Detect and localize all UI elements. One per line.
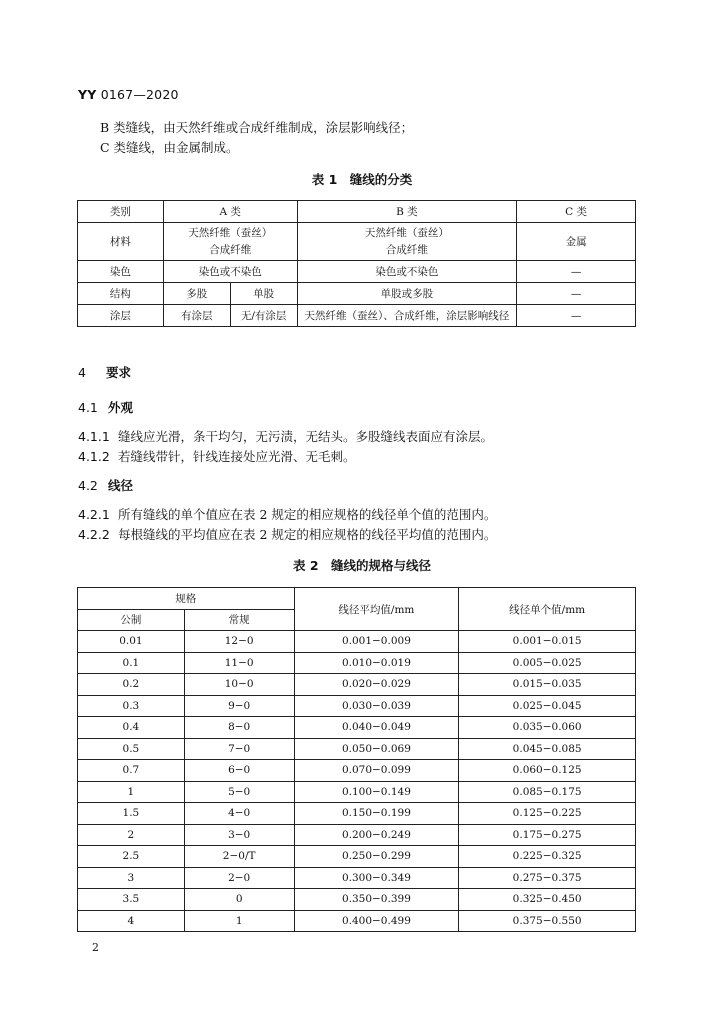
row-label: 染色 — [78, 261, 164, 283]
table-row — [78, 889, 636, 911]
table-cell: 0.300−0.349 — [294, 867, 459, 889]
table-cell: 0.050−0.069 — [294, 738, 459, 760]
header-cell: 线径平均值/mm — [294, 588, 459, 631]
header-cell: A 类 — [163, 201, 297, 223]
table-cell: 0.225−0.325 — [459, 846, 636, 868]
section-4-2-heading — [78, 476, 133, 494]
table-cell: 0.085−0.175 — [459, 781, 636, 803]
intro-line-c: C 类缝线，由金属制成。 — [100, 140, 239, 155]
table-cell: 0.005−0.025 — [459, 652, 636, 674]
table-cell: 8−0 — [184, 717, 294, 739]
table-cell: 0.400−0.499 — [294, 910, 459, 932]
table-cell: 0.040−0.049 — [294, 717, 459, 739]
table-cell: 0.125−0.225 — [459, 803, 636, 825]
table-cell: 3−0 — [184, 824, 294, 846]
clause-number: 4.1.1 — [78, 429, 110, 444]
table-row — [78, 781, 636, 803]
table-cell: 3.5 — [78, 889, 185, 911]
table-cell: 单股或多股 — [297, 283, 517, 305]
table-cell: 0.030−0.039 — [294, 695, 459, 717]
section-4-1-heading — [78, 398, 133, 416]
table-row — [78, 674, 636, 696]
header-cell: 常规 — [184, 609, 294, 631]
table-cell: 0 — [184, 889, 294, 911]
clause-4-2-1 — [78, 505, 496, 523]
table-cell: 12−0 — [184, 631, 294, 653]
table1-caption: 表 1 缝线的分类 — [311, 172, 413, 187]
diameter-table-body — [78, 631, 636, 932]
table-cell: 0.01 — [78, 631, 185, 653]
clause-4-1-2 — [78, 447, 356, 465]
table2-caption: 表 2 缝线的规格与线径 — [292, 558, 432, 573]
standard-prefix: YY — [78, 87, 97, 102]
clause-number: 4.2.1 — [78, 507, 110, 522]
table-cell: — — [517, 261, 636, 283]
table-cell: 0.001−0.015 — [459, 631, 636, 653]
table-row — [78, 867, 636, 889]
diameter-table — [77, 587, 636, 932]
clause-4-1-1 — [78, 427, 493, 445]
table-row — [78, 305, 636, 327]
section-title: 外观 — [108, 400, 134, 415]
clause-text: 缝线应光滑，条干均匀，无污渍，无结头。多股缝线表面应有涂层。 — [118, 429, 494, 444]
table-row — [78, 631, 636, 653]
clause-text: 所有缝线的单个值应在表 2 规定的相应规格的线径单个值的范围内。 — [118, 507, 497, 522]
table-cell: 0.3 — [78, 695, 185, 717]
cell-line: 天然纤维（蚕丝） — [188, 226, 273, 239]
header-cell: 线径单个值/mm — [459, 588, 636, 631]
clause-number: 4.2.2 — [78, 527, 110, 542]
table-row — [78, 910, 636, 932]
table-row — [78, 652, 636, 674]
standard-number: 0167—2020 — [100, 87, 179, 102]
table-cell: 天然纤维（蚕丝）、合成纤维，涂层影响线径 — [297, 305, 517, 327]
table-cell: — — [517, 283, 636, 305]
table-cell: 0.2 — [78, 674, 185, 696]
table-row — [78, 760, 636, 782]
table-cell: 0.100−0.149 — [294, 781, 459, 803]
header-cell: C 类 — [517, 201, 636, 223]
table-row — [78, 588, 636, 610]
table-cell: 2−0 — [184, 867, 294, 889]
table-row — [78, 824, 636, 846]
table-cell: 10−0 — [184, 674, 294, 696]
table-cell: 2−0/T — [184, 846, 294, 868]
section-number: 4.2 — [78, 478, 98, 493]
table-cell: 4 — [78, 910, 185, 932]
table-row — [78, 223, 636, 261]
table-row — [78, 717, 636, 739]
table-cell: 0.150−0.199 — [294, 803, 459, 825]
classification-table — [77, 200, 636, 327]
table-cell: — — [517, 305, 636, 327]
section-title: 要求 — [106, 365, 132, 380]
table-cell: 0.375−0.550 — [459, 910, 636, 932]
table-cell: 0.1 — [78, 652, 185, 674]
table-cell: 无/有涂层 — [230, 305, 297, 327]
table-cell: 2.5 — [78, 846, 185, 868]
table-row — [78, 261, 636, 283]
clause-text: 每根缝线的平均值应在表 2 规定的相应规格的线径平均值的范围内。 — [118, 527, 497, 542]
clause-4-2-2 — [78, 525, 496, 543]
table-cell: 0.001−0.009 — [294, 631, 459, 653]
table-cell: 0.275−0.375 — [459, 867, 636, 889]
cell-line: 天然纤维（蚕丝） — [364, 226, 449, 239]
table-cell: 0.020−0.029 — [294, 674, 459, 696]
table-cell: 0.010−0.019 — [294, 652, 459, 674]
table-cell: 0.070−0.099 — [294, 760, 459, 782]
table-cell: 0.325−0.450 — [459, 889, 636, 911]
table-cell: 1 — [78, 781, 185, 803]
table-cell: 0.015−0.035 — [459, 674, 636, 696]
section-4-heading — [78, 363, 131, 381]
table-cell: 多股 — [163, 283, 230, 305]
table-row — [78, 283, 636, 305]
table-row — [78, 201, 636, 223]
clause-text: 若缝线带针，针线连接处应光滑、无毛刺。 — [118, 449, 356, 464]
table-cell: 0.025−0.045 — [459, 695, 636, 717]
table-cell: 1 — [184, 910, 294, 932]
header-cell: 类别 — [78, 201, 164, 223]
standard-header — [78, 87, 179, 102]
section-title: 线径 — [108, 478, 134, 493]
table-cell: 0.045−0.085 — [459, 738, 636, 760]
cell-line: 合成纤维 — [209, 243, 252, 256]
table-cell: 9−0 — [184, 695, 294, 717]
table-cell: 4−0 — [184, 803, 294, 825]
table-cell: 0.250−0.299 — [294, 846, 459, 868]
table-row — [78, 803, 636, 825]
table-cell: 0.7 — [78, 760, 185, 782]
table-row — [78, 738, 636, 760]
section-number: 4 — [78, 365, 86, 380]
row-label: 涂层 — [78, 305, 164, 327]
table-cell: 染色或不染色 — [163, 261, 297, 283]
cell-line: 合成纤维 — [385, 243, 428, 256]
table-cell: 0.060−0.125 — [459, 760, 636, 782]
page-number: 2 — [92, 941, 99, 954]
header-cell: 规格 — [78, 588, 295, 610]
table-cell: 11−0 — [184, 652, 294, 674]
table-cell: 0.200−0.249 — [294, 824, 459, 846]
table-cell — [163, 223, 297, 261]
row-label: 结构 — [78, 283, 164, 305]
clause-number: 4.1.2 — [78, 449, 110, 464]
table-cell: 7−0 — [184, 738, 294, 760]
table-cell: 2 — [78, 824, 185, 846]
table-cell: 染色或不染色 — [297, 261, 517, 283]
table-cell: 单股 — [230, 283, 297, 305]
table-cell: 1.5 — [78, 803, 185, 825]
table-cell: 金属 — [517, 223, 636, 261]
header-cell: B 类 — [297, 201, 517, 223]
table-row — [78, 846, 636, 868]
table-cell: 5−0 — [184, 781, 294, 803]
table-cell: 6−0 — [184, 760, 294, 782]
table-row — [78, 695, 636, 717]
table-cell — [297, 223, 517, 261]
table-cell: 有涂层 — [163, 305, 230, 327]
intro-line-b: B 类缝线，由天然纤维或合成纤维制成，涂层影响线径； — [100, 120, 414, 135]
section-number: 4.1 — [78, 400, 98, 415]
table-cell: 3 — [78, 867, 185, 889]
table-cell: 0.035−0.060 — [459, 717, 636, 739]
row-label: 材料 — [78, 223, 164, 261]
table-cell: 0.5 — [78, 738, 185, 760]
table-cell: 0.4 — [78, 717, 185, 739]
header-cell: 公制 — [78, 609, 185, 631]
table-cell: 0.175−0.275 — [459, 824, 636, 846]
table-cell: 0.350−0.399 — [294, 889, 459, 911]
